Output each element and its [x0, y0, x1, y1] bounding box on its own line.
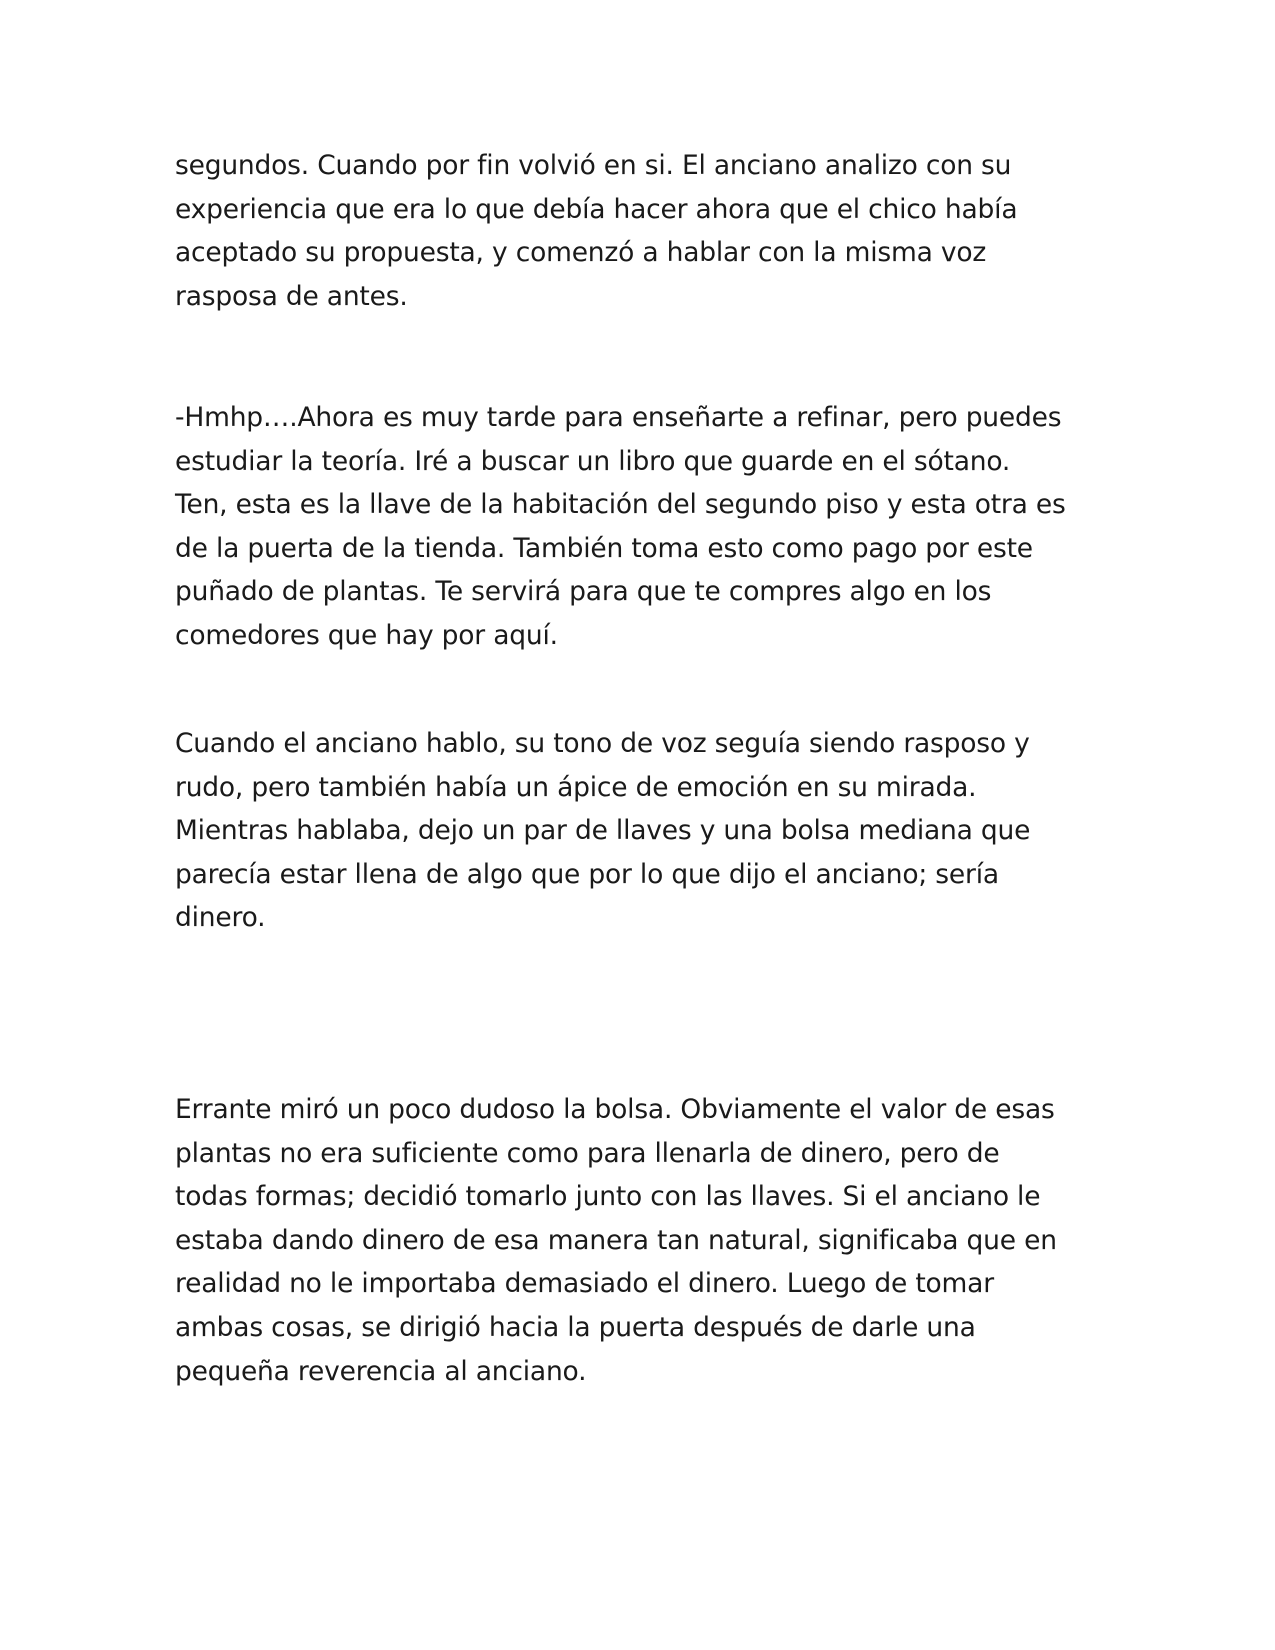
paragraph-4: Errante miró un poco dudoso la bolsa. Obviamente el valor de esas plantas no era suficiente como para llenarla de dinero, pero de todas formas; decidió tomarlo junto con las llaves. Si el anciano le estaba dando dinero de esa manera tan natural, significaba que en realidad no le importaba demasiado el dinero. Luego de tomar ambas cosas, se dirigió hacia la puerta después de darle una pequeña reverencia al anciano. — [175, 1094, 1057, 1387]
paragraph-3: Cuando el anciano hablo, su tono de voz seguía siendo rasposo y rudo, pero también había un ápice de emoción en su mirada. Mientras hablaba, dejo un par de llaves y una bolsa mediana que parecía estar llena de algo que por lo que dijo el anciano; sería dinero. — [175, 728, 1031, 934]
paragraph-1: segundos. Cuando por fin volvió en si. El anciano analizo con su experiencia que era lo que debía hacer ahora que el chico había aceptado su propuesta, y comenzó a hablar con la misma voz rasposa de antes. — [175, 150, 1018, 312]
paragraph-2: -Hmhp….Ahora es muy tarde para enseñarte a refinar, pero puedes estudiar la teoría. Iré a buscar un libro que guarde en el sótano. Ten, esta es la llave de la habitación del segundo piso y esta otra es de la puerta de la tienda. También toma esto como pago por este puñado de plantas. Te servirá para que te compres algo en los comedores que hay por aquí. — [175, 402, 1066, 651]
